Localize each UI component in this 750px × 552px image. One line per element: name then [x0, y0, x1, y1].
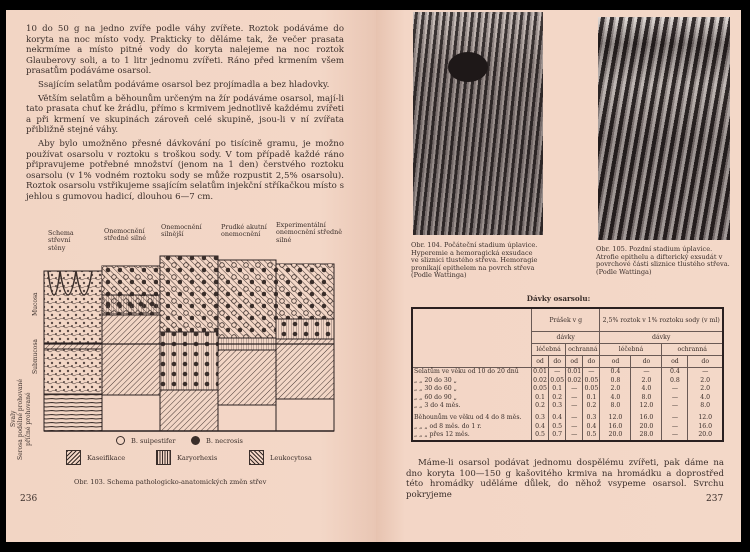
hatch-swatch-icon — [66, 450, 81, 465]
right-page — [376, 10, 741, 542]
legend-kaseifikace — [66, 450, 125, 465]
dose-value: 0.01 — [533, 368, 547, 375]
paragraph: Ssajícím selatům podáváme osarsol bez projímadla a bez hladovky. — [38, 79, 330, 90]
legend-label: Karyorhexis — [177, 453, 218, 462]
row-label: Selatům ve věku od 10 do 20 dnů — [412, 368, 532, 377]
dose-value: 0.4 — [583, 423, 600, 432]
layer-diagram-graphic — [26, 249, 356, 449]
dose-table — [411, 307, 724, 442]
column-header: Onemocnění středně silné — [104, 227, 146, 243]
page-number: 236 — [20, 494, 38, 504]
pathology-diagram — [10, 221, 356, 494]
dose-value: 0.3 — [549, 402, 566, 411]
legend-suipestifer — [116, 436, 176, 445]
dose-value: 12.0 — [631, 402, 662, 411]
od-header: od — [600, 356, 631, 368]
table-row — [412, 423, 723, 432]
table-row — [412, 394, 723, 403]
do-header: do — [549, 356, 566, 368]
right-body-text — [406, 458, 724, 503]
row-label: Běhounům ve věku od 4 do 8 měs. — [412, 414, 532, 423]
paragraph: Máme-li osarsol podávat jednomu dospělému zvířeti, pak dáme na dno koryta 100—150 g kašovitého krmiva na hromádku a doprostřed této hromádky uděláme důlek, do něhož vsypeme osarsol. Svrchu pokryjeme — [406, 458, 724, 500]
dose-value: 4.0 — [600, 394, 631, 403]
dose-value: 0.8 — [662, 377, 688, 386]
legend-leukocytosa — [249, 450, 312, 465]
dose-value: 0.4 — [532, 423, 549, 432]
dose-value: 0.7 — [549, 431, 566, 441]
sub-header: léčebná — [600, 344, 662, 356]
hatch-swatch-icon — [249, 450, 264, 465]
page-number: 237 — [706, 494, 724, 504]
column-header: Experimentální onemocnění středně silné — [276, 221, 342, 244]
dose-value: 0.1 — [532, 394, 549, 403]
paragraph: 10 do 50 g na jedno zvíře podle váhy zvířete. Roztok podáváme do koryta na noc místo vody. Prakticky to děláme tak, že večer prasata nekrmíme a místo pitné vody do koryta nalejeme na noc roztok Glauberovy soli, a to 1 litr jednomu zvířeti. Ráno před krmením všem prasatům podáváme osarsol. — [26, 24, 344, 77]
dose-value: 2.0 — [631, 377, 662, 386]
dose-value: 0.2 — [549, 394, 566, 403]
dose-value: — — [662, 414, 688, 423]
dose-value: 0.02 — [567, 376, 582, 384]
layer-label-svaly: Svaly — [10, 410, 17, 427]
legend-label: B. necrosis — [206, 436, 243, 445]
figure-caption: Obr. 105. Pozdní stadium úplavice. Atrofie epithelu a difterický exsudát v povrchové části sliznice tlustého střeva. (Podle Wattinga) — [596, 245, 730, 276]
dose-value: — — [688, 368, 723, 377]
row-label: „ „ 3 do 4 měs. — [412, 402, 532, 411]
dose-value: 16.0 — [631, 414, 662, 423]
dose-value: — — [566, 423, 583, 432]
table-corner-cell — [412, 308, 532, 368]
dose-value: — — [566, 414, 583, 423]
table-row — [412, 431, 723, 441]
figure-caption: Obr. 103. Schema pathologicko-anatomických změn střev — [74, 478, 267, 486]
dose-value: 0.1 — [583, 394, 600, 403]
dose-value: 0.4 — [600, 368, 631, 377]
do-header: do — [583, 356, 600, 368]
group-header: Prášek v g — [532, 308, 600, 332]
dose-value: 2.0 — [600, 385, 631, 394]
legend-label: B. suipestifer — [131, 436, 176, 445]
open-circle-icon — [116, 436, 125, 445]
dose-value: 0.05 — [533, 385, 547, 393]
do-header: do — [631, 356, 662, 368]
dose-value: — — [549, 368, 566, 377]
dose-value: 0.5 — [549, 423, 566, 432]
row-label: „ „ 30 do 60 „ — [412, 385, 532, 394]
dose-value: 8.0 — [631, 394, 662, 403]
left-body-text — [26, 24, 344, 206]
od-header: od — [532, 356, 549, 368]
dose-value: 0.05 — [584, 376, 599, 384]
dose-value: 20.0 — [631, 423, 662, 432]
dose-value: 2.0 — [688, 377, 723, 386]
dose-value: — — [566, 402, 583, 411]
figure-caption: Obr. 104. Počáteční stadium úplavice. Hyperemie a hemoragická exsudace ve sliznici tlustého střeva. Hemoragie pronikají epithelem na povrch střeva (Podle Wattinga) — [411, 241, 538, 280]
dose-value: 16.0 — [600, 423, 631, 432]
column-header: Schema střevní stěny — [48, 229, 74, 252]
legend-label: Kaseifikace — [87, 453, 126, 462]
dose-value: 0.05 — [584, 385, 599, 393]
legend-necrosis — [191, 436, 243, 445]
table-row — [412, 377, 723, 386]
dose-value: 0.4 — [662, 368, 688, 377]
od-header: od — [566, 356, 583, 368]
dose-value: 0.01 — [567, 368, 582, 375]
micrograph-photo — [413, 12, 543, 235]
column-header: Onemocnění silnější — [161, 223, 202, 239]
dose-value: — — [566, 394, 583, 403]
dose-value: — — [662, 385, 688, 394]
dose-value: 4.0 — [688, 394, 723, 403]
dose-value: 20.0 — [600, 431, 631, 441]
row-label: „ „ 60 do 90 „ — [412, 394, 532, 403]
dose-value: 0.05 — [550, 376, 565, 384]
table-row — [412, 385, 723, 394]
dose-value: 8.0 — [600, 402, 631, 411]
dose-value: — — [631, 368, 662, 377]
layer-label-submucosa: Submucosa — [32, 339, 39, 374]
legend-karyorhexis — [156, 450, 217, 465]
row-label: „ „ 20 do 30 „ — [412, 377, 532, 386]
sub-header: ochranná — [662, 344, 723, 356]
table-row — [412, 414, 723, 423]
dose-value: 0.3 — [532, 414, 549, 423]
dose-value: — — [662, 431, 688, 441]
left-page — [6, 10, 376, 542]
do-header: do — [688, 356, 723, 368]
dose-value: 4.0 — [631, 385, 662, 394]
dose-value: 8.0 — [688, 402, 723, 411]
dose-value: 2.0 — [688, 385, 723, 394]
od-header: od — [662, 356, 688, 368]
dose-value: 0.3 — [583, 414, 600, 423]
sub-header: léčebná — [532, 344, 566, 356]
dose-value: — — [566, 431, 583, 441]
table-row — [412, 402, 723, 411]
dose-value: 20.0 — [688, 431, 723, 441]
dose-value: 12.0 — [688, 414, 723, 423]
filled-circle-icon — [191, 436, 200, 445]
table-row — [412, 368, 723, 377]
dose-value: 0.02 — [533, 376, 547, 384]
dose-value: 0.4 — [549, 414, 566, 423]
paragraph: Aby bylo umožněno přesné dávkování po tisícině gramu, je možno používat osarsolu v roztoku s troškou sody. V tom případě každé ráno připravujeme potřebné množství (jenom na 1 den) čerstvého roztoku osarsolu (v 1% vodném roztoku sody se může rozpustit 2,5% osarsolu). Roztok osarsolu vstřikujeme ssajícím selatům injekční stříkačkou místo s jehlou s gumovou hadicí, dlouhou 6—7 cm. — [26, 138, 344, 202]
column-header: Prudké akutní onemocnění — [221, 223, 267, 239]
dose-value: 0.5 — [583, 431, 600, 441]
legend-label: Leukocytosa — [270, 453, 312, 462]
group-header: 2,5% roztok v 1% roztoku sody (v ml) — [600, 308, 723, 332]
davky-header: dávky — [532, 332, 600, 344]
dose-value: 0.5 — [532, 431, 549, 441]
dose-value: 0.2 — [532, 402, 549, 411]
dose-value: — — [662, 423, 688, 432]
sub-header: ochranná — [566, 344, 600, 356]
dose-value: — — [583, 368, 600, 377]
dose-value: — — [566, 385, 583, 394]
davky-header: dávky — [600, 332, 723, 344]
micrograph-photo — [598, 17, 730, 240]
row-label: „ „ „ přes 12 měs. — [412, 431, 532, 441]
dose-value: 0.8 — [600, 377, 631, 386]
layer-label-mucosa: Mucosa — [32, 292, 39, 316]
layer-label-serosa: Serosa podélné prohované — [17, 379, 24, 460]
table-title: Dávky osarsolu: — [526, 294, 591, 303]
dose-value: 16.0 — [688, 423, 723, 432]
row-label: „ „ „ od 8 měs. do 1 r. — [412, 423, 532, 432]
dose-value: 0.1 — [549, 385, 566, 394]
dose-value: — — [662, 402, 688, 411]
dose-value: — — [662, 394, 688, 403]
dose-value: 28.0 — [631, 431, 662, 441]
vertical-lines-swatch-icon — [156, 450, 171, 465]
dose-value: 0.2 — [583, 402, 600, 411]
paragraph: Větším selatům a běhounům určeným na žír podáváme osarsol, mají-li tato prasata chuť ke žrádlu, přímo s krmivem jednotlivě každému zvířeti a při krmení ve skupinách zároveň celé skupině, jsou-li v ní zvířata přibližně stejné váhy. — [26, 93, 344, 136]
dose-value: 12.0 — [600, 414, 631, 423]
layer-label-pricne: příčné prohované — [25, 392, 32, 446]
